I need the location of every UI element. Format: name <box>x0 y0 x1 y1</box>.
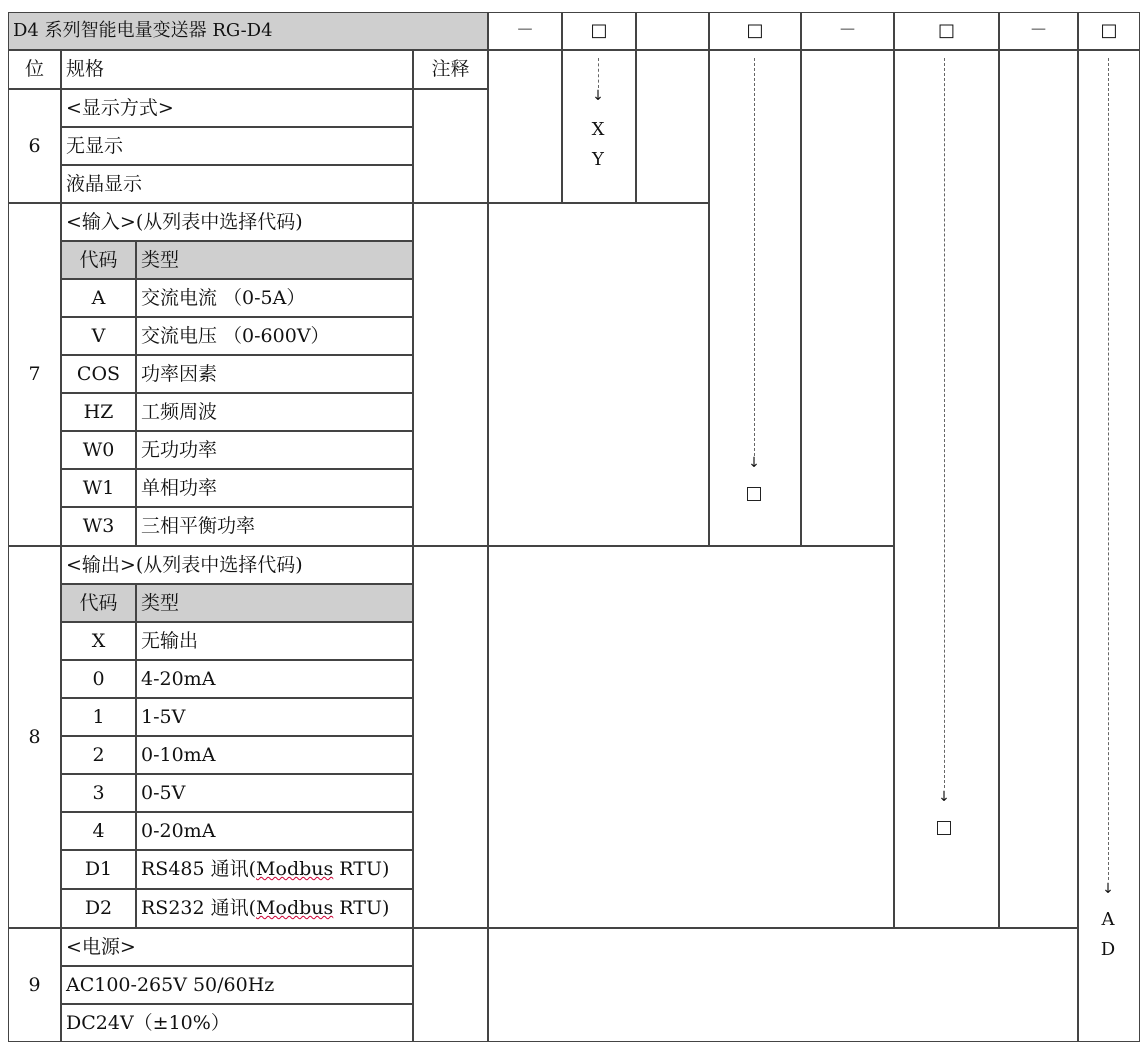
display-option-none: 无显示 <box>61 127 413 165</box>
output-arrow-icon: ↓ <box>938 789 950 805</box>
power-code-d: D <box>1100 939 1116 960</box>
input-code-cell: V <box>61 317 136 355</box>
display-guide-line <box>598 58 599 88</box>
output-type-protocol: Modbus <box>256 897 334 919</box>
slot-empty <box>636 12 709 50</box>
input-code-cell: W1 <box>61 469 136 507</box>
slot-box-power: □ <box>1078 12 1140 50</box>
output-code-cell: 4 <box>61 812 136 850</box>
slot-dash-2: － <box>801 12 894 50</box>
output-type-protocol: Modbus <box>256 858 334 880</box>
code-col-5-top <box>801 50 894 546</box>
section6-heading: <显示方式> <box>61 89 413 127</box>
output-type-cell: 0-10mA <box>136 736 413 774</box>
input-guide-line <box>754 58 755 456</box>
output-code-box-icon <box>937 821 951 835</box>
output-type-header: 类型 <box>136 584 413 622</box>
output-code-cell: 1 <box>61 698 136 736</box>
power-option-ac: AC100-265V 50/60Hz <box>61 966 413 1004</box>
input-type-cell: 功率因素 <box>136 355 413 393</box>
input-code-cell: HZ <box>61 393 136 431</box>
position-6: 6 <box>8 89 61 203</box>
output-code-cell: D2 <box>61 889 136 928</box>
input-type-cell: 三相平衡功率 <box>136 507 413 546</box>
input-type-cell: 无功功率 <box>136 431 413 469</box>
output-type-cell: 0-20mA <box>136 812 413 850</box>
input-type-cell: 工频周波 <box>136 393 413 431</box>
section7-heading: <输入>(从列表中选择代码) <box>61 203 413 241</box>
output-code-cell: D1 <box>61 850 136 889</box>
output-type-cell <box>136 850 413 889</box>
input-type-header: 类型 <box>136 241 413 279</box>
display-arrow-icon: ↓ <box>592 88 604 104</box>
table-title: D4 系列智能电量变送器 RG-D4 <box>8 12 488 50</box>
section9-note <box>413 928 488 1042</box>
output-type-suffix: RTU) <box>333 858 390 880</box>
power-arrow-icon: ↓ <box>1102 881 1114 897</box>
output-code-header: 代码 <box>61 584 136 622</box>
input-type-cell: 交流电流 （0-5A） <box>136 279 413 317</box>
output-guide-line <box>944 58 945 788</box>
slot-box-input: □ <box>709 12 801 50</box>
section9-heading: <电源> <box>61 928 413 966</box>
section6-note <box>413 89 488 203</box>
column-header-spec: 规格 <box>61 50 413 89</box>
input-type-cell: 交流电压 （0-600V） <box>136 317 413 355</box>
output-type-suffix: RTU) <box>333 897 390 919</box>
position-8: 8 <box>8 546 61 928</box>
power-option-dc: DC24V（±10%） <box>61 1004 413 1042</box>
input-code-cell: A <box>61 279 136 317</box>
column-header-note: 注释 <box>413 50 488 89</box>
code-col-3-top <box>636 50 709 203</box>
section7-note <box>413 203 488 546</box>
input-code-cell: W0 <box>61 431 136 469</box>
code-col-1-top <box>488 50 562 203</box>
section8-note <box>413 546 488 928</box>
input-type-cell: 单相功率 <box>136 469 413 507</box>
output-code-cell: 2 <box>61 736 136 774</box>
output-type-prefix: RS485 通讯( <box>141 858 257 880</box>
section9-blank-area <box>488 928 1078 1042</box>
slot-box-output: □ <box>894 12 999 50</box>
display-code-x: X <box>591 119 605 140</box>
code-col-7 <box>999 50 1078 928</box>
power-guide-line <box>1108 58 1109 880</box>
power-code-a: A <box>1101 909 1115 930</box>
input-code-cell: COS <box>61 355 136 393</box>
slot-dash-1: － <box>488 12 562 50</box>
input-code-header: 代码 <box>61 241 136 279</box>
output-type-cell: 无输出 <box>136 622 413 660</box>
output-type-cell: 4-20mA <box>136 660 413 698</box>
position-9: 9 <box>8 928 61 1042</box>
input-arrow-icon: ↓ <box>748 455 760 471</box>
output-type-prefix: RS232 通讯( <box>141 897 257 919</box>
output-type-cell: 1-5V <box>136 698 413 736</box>
output-code-cell: 3 <box>61 774 136 812</box>
slot-dash-3: － <box>999 12 1078 50</box>
output-code-cell: X <box>61 622 136 660</box>
column-header-position: 位 <box>8 50 61 89</box>
output-code-cell: 0 <box>61 660 136 698</box>
display-code-y: Y <box>592 149 604 170</box>
section8-heading: <输出>(从列表中选择代码) <box>61 546 413 584</box>
output-type-cell <box>136 889 413 928</box>
output-type-cell: 0-5V <box>136 774 413 812</box>
section8-blank-area <box>488 546 894 928</box>
section7-blank-area <box>488 203 709 546</box>
display-option-lcd: 液晶显示 <box>61 165 413 203</box>
slot-box-display: □ <box>562 12 636 50</box>
input-code-column <box>709 50 801 546</box>
position-7: 7 <box>8 203 61 546</box>
input-code-cell: W3 <box>61 507 136 546</box>
input-code-box-icon <box>747 487 761 501</box>
